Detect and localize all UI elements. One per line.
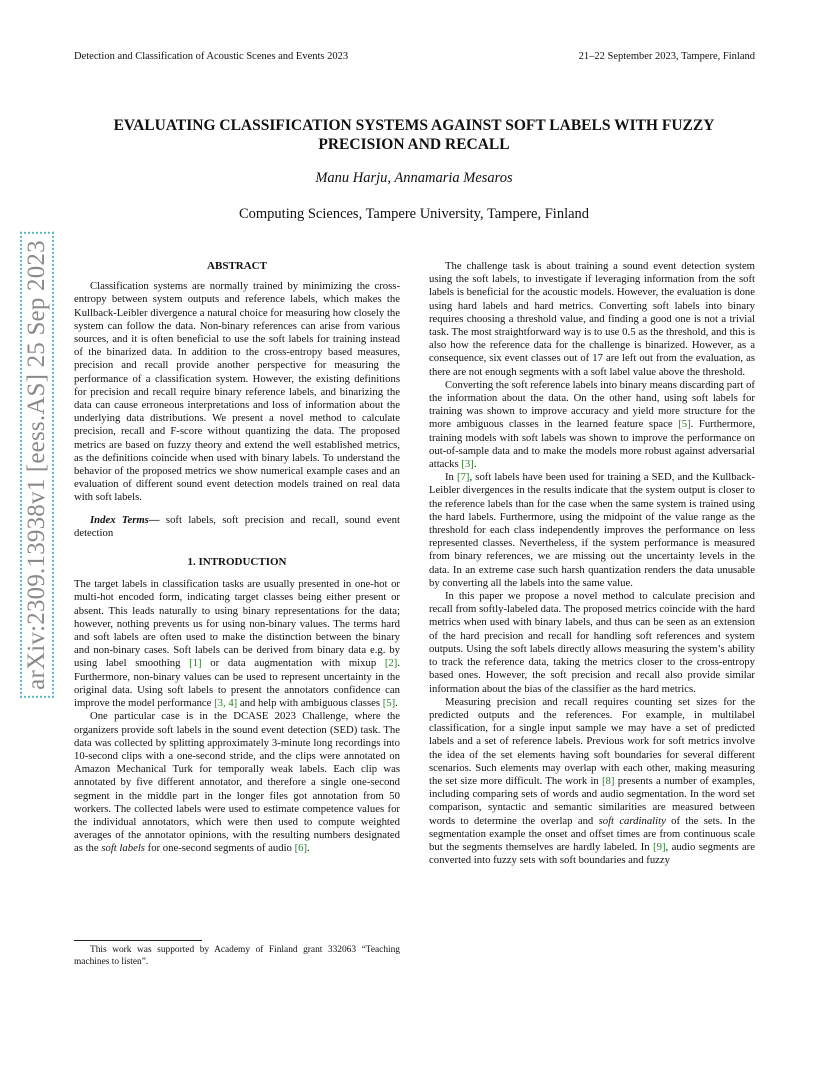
authors: Manu Harju, Annamaria Mesaros	[315, 170, 513, 186]
text-run: The target labels in classification tasks are usually presented in one-hot or multi-hot encoded form, indicating target classes being either present or absent. This leads naturally to using binary representations for the data; however, nothing prevents us for using non-binary values. The terms hard and soft labels are often used to make the distinction between the binary and non-binary cases. Soft labels can be derived from binary data e.g. by using label smoothing	[74, 578, 400, 670]
text-run: , audio segments are converted into fuzzy sets with soft boundaries and fuzzy	[429, 840, 755, 867]
text-run: .	[307, 842, 310, 855]
intro-paragraph-2	[74, 710, 400, 855]
citation-link[interactable]: [5]	[678, 418, 691, 431]
arxiv-stamp[interactable]: arXiv:2309.13938v1 [eess.AS] 25 Sep 2023	[20, 232, 54, 698]
right-column	[429, 260, 755, 867]
footnote: This work was supported by Academy of Finland grant 332063 “Teaching machines to listen”.	[74, 945, 400, 967]
index-terms-label: Index Terms—	[90, 513, 160, 526]
right-paragraph-4: In this paper we propose a novel method to calculate precision and recall from softly-labeled data. The proposed metrics coincide with the hard metrics when used with binary labels, and thus can be seen as an extension of the hard precision and recall for handling soft references and system outputs. Using the soft labels directly allows measuring the system’s ability to track the reference data, taking the metrics closer to the cross-entropy based ones. However, the soft precision and recall also provide similar information about the bias of the classifier as the hard metrics.	[429, 590, 755, 695]
emphasis-text: soft cardinality	[598, 814, 666, 827]
right-paragraph-2	[429, 379, 755, 471]
text-run: . Furthermore, training models with soft labels was shown to improve the performance on out-of-sample data and to make the models more robust against adversarial attacks	[429, 418, 755, 471]
text-run: , soft labels have been used for training a SED, and the Kullback-Leibler divergences in the results indicate that the system output is closer to the reference labels than for the case when the same system is trained using the hard labels. Furthermore, using the midpoint of the value range as the threshold for each class independently improves the performance on less represented classes. Nevertheless, if the system performance is measured from binary references, we are missing out the uncertainty levels in the data. In an extreme case such harsh quantization renders the data unusable by converting all the labels into the same value.	[429, 471, 756, 589]
text-run: .	[395, 697, 398, 710]
running-header-left: Detection and Classification of Acoustic Scenes and Events 2023	[74, 51, 349, 62]
text-run: presents a number of examples, including comparing sets of words and audio segmentation. In the word set comparison, syntactic and semantic similarities are measured between words to determine the overlap and	[429, 774, 755, 827]
abstract-heading: ABSTRACT	[207, 260, 267, 272]
citation-link[interactable]: [3, 4]	[214, 697, 238, 710]
text-run: or data augmentation with mixup	[201, 657, 385, 670]
emphasis-text: soft labels	[101, 842, 145, 855]
citation-link[interactable]: [8]	[602, 774, 615, 787]
left-column	[74, 260, 400, 856]
text-run: Converting the soft reference labels into binary means discarding part of the information about the data. On the other hand, using soft labels for training was shown to improve accuracy and yield more structure for the more ambiguous classes in the learned feature space	[429, 378, 755, 431]
text-run: One particular case is in the DCASE 2023 Challenge, where the organizers provide soft labels in the sound event detection (SED) task. The data was collected by splitting approximately 3-minute long recordings into 10-second clips with a one-second stride, and the clips were annotated on Amazon Mechanical Turk for temporally weak labels. Each clip was annotated by five different annotator, and therefore a single one-second segment in the middle part in the longer files got annotation from 50 workers. The collected labels were used to estimate competence values for the individual annotators, which were then used to compute weighted averages of the annotator opinions, with the resulting numbers designated as the	[74, 710, 400, 855]
right-paragraph-1: The challenge task is about training a sound event detection system using the soft labels, to investigate if leveraging information from the soft labels is beneficial for the acoustic models. However, the evaluation is done using hard labels and hard metrics. Converting soft labels into binary requires choosing a threshold value, and finding a good one is not a trivial task. The most straightforward way is to use 0.5 as the threshold, and this is also how the reference data for the challenge is binarized. However, as a consequence, six event classes out of 17 are left out from the evaluation, as there are not enough segments with a soft label value above the threshold.	[429, 260, 755, 378]
intro-heading: 1. INTRODUCTION	[187, 556, 287, 569]
text-run: of the sets. In the segmentation example the onset and offset times are from continuous scale but the segments themselves are hardly labeled. In	[429, 814, 755, 853]
citation-link[interactable]: [7]	[457, 471, 470, 484]
text-run: In	[445, 471, 458, 484]
citation-link[interactable]: [6]	[294, 842, 308, 855]
index-terms	[74, 514, 400, 540]
citation-link[interactable]: [3]	[461, 458, 474, 471]
text-run: .	[473, 458, 477, 471]
citation-link[interactable]: [2]	[384, 657, 398, 670]
title-line-1: EVALUATING CLASSIFICATION SYSTEMS AGAINST SOFT LABELS WITH FUZZY	[113, 117, 715, 134]
paper-title	[74, 116, 754, 154]
intro-paragraph-1	[74, 578, 400, 710]
abstract-text: Classification systems are normally trained by minimizing the cross-entropy between system outputs and reference labels, which makes the Kullback-Leibler divergence a natural choice for measuring how closely the system can follow the data. Non-binary references can arise from various sources, and it is often beneficial to use the soft labels for training instead of the binarized data. In addition to the cross-entropy based measures, precision and recall provide another perspective for measuring the performance of a classification system. However, the existing definitions for precision and recall require binary reference labels, and binarizing the data can cause erroneous interpretations and loss of information about the underlying data distributions. We present a novel method to calculate precision, recall and F-score without quantizing the data. The proposed metrics are based on fuzzy theory and extend the well established metrics, as the definitions coincide when used with binary labels. To understand the behavior of the proposed metrics we show numerical example cases and an evaluation of different sound event detection models trained on real data with soft labels.	[74, 280, 400, 504]
citation-link[interactable]: [5]	[382, 697, 396, 710]
text-run: for one-second segments of audio	[144, 842, 295, 855]
index-terms-text: soft labels, soft precision and recall, sound event detection	[74, 513, 400, 539]
running-header-right: 21–22 September 2023, Tampere, Finland	[578, 51, 755, 62]
text-run: Measuring precision and recall requires counting set sizes for the predicted outputs and the references. For example, in multilabel classification, for a single input sample we may have a set of predicted labels and a set of reference labels. Previous work for soft metrics involve the idea of the set elements having soft boundaries for several different scenarios. Such elements may overlap with each other, making measuring the set size more difficult. The work in	[429, 695, 755, 787]
citation-link[interactable]: [9]	[653, 840, 666, 853]
right-paragraph-5	[429, 696, 755, 868]
title-line-2: PRECISION AND RECALL	[318, 136, 510, 153]
footnote-rule	[74, 940, 202, 941]
text-run: . Furthermore, non-binary values can be used to represent uncertainty in the original data. Using soft labels to present the annotators confidence can improve the model performance	[74, 657, 400, 710]
text-run: and help with ambiguous classes	[237, 697, 383, 710]
citation-link[interactable]: [1]	[189, 657, 202, 670]
affiliation: Computing Sciences, Tampere University, Tampere, Finland	[238, 206, 590, 222]
right-paragraph-3	[429, 471, 755, 590]
